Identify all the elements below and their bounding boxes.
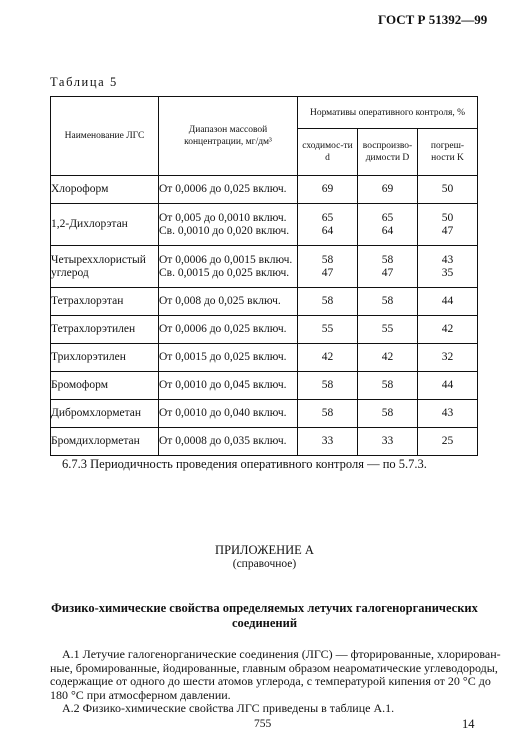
cell-d (298, 344, 358, 372)
cell-range (159, 246, 298, 288)
cell-d (298, 316, 358, 344)
cell-name-line: углерод (51, 266, 89, 279)
cell-d-line: 65 (321, 211, 334, 224)
appendix-body (50, 647, 501, 716)
header-range: Диапазон массовой концентрации, мг/дм³ (159, 97, 298, 176)
header-norms: Нормативы оперативного контроля, % (298, 97, 478, 129)
cell-name-line: Хлороформ (51, 183, 109, 195)
cell-d-line: 58 (321, 295, 334, 307)
body-line: содержащие от одного до шести атомов углерода, с температурой кипения от 20 °С до (50, 674, 491, 689)
cell-K (418, 428, 478, 456)
cell-name-line: Бромдихлорметан (51, 435, 140, 447)
cell-name (51, 428, 159, 456)
document-id: ГОСТ Р 51392—99 (378, 12, 488, 27)
cell-range-line: Св. 0,0015 до 0,025 включ. (159, 266, 290, 279)
header-D: воспроизво-димости D (358, 129, 418, 176)
cell-D-line: 65 (381, 211, 394, 224)
cell-K-line: 35 (441, 266, 454, 279)
cell-name-line: 1,2-Дихлорэтан (51, 218, 128, 230)
cell-D-line: 42 (381, 351, 394, 363)
cell-range-line: От 0,0010 до 0,040 включ. (159, 407, 287, 419)
cell-K (418, 316, 478, 344)
header-name: Наименование ЛГС (51, 97, 159, 176)
cell-D-line: 58 (381, 407, 394, 419)
cell-K-line: 47 (441, 224, 454, 237)
table-row (51, 428, 478, 456)
cell-D (358, 400, 418, 428)
cell-d (298, 176, 358, 204)
cell-d-line: 42 (321, 351, 334, 363)
cell-d-line: 58 (321, 253, 334, 266)
cell-range-line: От 0,0006 до 0,0015 включ. (159, 253, 293, 266)
cell-K-line: 32 (441, 351, 454, 363)
cell-D-line: 58 (381, 253, 394, 266)
cell-K-line: 25 (441, 435, 454, 447)
cell-d (298, 246, 358, 288)
body-line: А.2 Физико-химические свойства ЛГС приведены в таблице А.1. (62, 701, 395, 716)
cell-name (51, 316, 159, 344)
table-row (51, 204, 478, 246)
cell-range (159, 316, 298, 344)
table-row (51, 246, 478, 288)
header-d: сходимос-ти d (298, 129, 358, 176)
cell-range-line: От 0,0006 до 0,025 включ. (159, 183, 287, 195)
cell-K (418, 288, 478, 316)
body-line: А.1 Летучие галогенорганические соединения (ЛГС) — фторированные, хлорирован- (62, 647, 501, 661)
table-row (51, 400, 478, 428)
page-number: 14 (462, 717, 475, 731)
cell-range (159, 288, 298, 316)
cell-K-line: 43 (441, 407, 454, 419)
cell-D-line: 33 (381, 435, 394, 447)
cell-range-line: От 0,0010 до 0,045 включ. (159, 379, 287, 391)
cell-D-line: 47 (381, 266, 394, 279)
cell-d (298, 400, 358, 428)
cell-range-line: От 0,0015 до 0,025 включ. (159, 351, 287, 363)
cell-D-line: 58 (381, 295, 394, 307)
cell-name (51, 204, 159, 246)
cell-range-line: От 0,005 до 0,0010 включ. (159, 211, 287, 224)
body-line: 180 °С при атмосферном давлении. (50, 687, 231, 702)
cell-K (418, 344, 478, 372)
footer-number: 755 (254, 718, 272, 730)
cell-D (358, 288, 418, 316)
cell-range-line: От 0,0006 до 0,025 включ. (159, 323, 287, 335)
data-table (50, 96, 478, 456)
cell-D (358, 344, 418, 372)
cell-K-line: 43 (441, 253, 454, 266)
cell-K (418, 372, 478, 400)
cell-D (358, 428, 418, 456)
cell-range-line: От 0,0008 до 0,035 включ. (159, 435, 287, 447)
table-row (51, 288, 478, 316)
cell-K-line: 44 (441, 379, 454, 391)
section-title-line-2: соединений (231, 616, 298, 630)
cell-K (418, 246, 478, 288)
cell-name (51, 344, 159, 372)
cell-d-line: 58 (321, 407, 334, 419)
cell-name (51, 400, 159, 428)
cell-d (298, 428, 358, 456)
section-title (0, 601, 529, 631)
cell-K-line: 42 (441, 323, 454, 335)
cell-range (159, 176, 298, 204)
cell-range (159, 204, 298, 246)
cell-d-line: 69 (321, 183, 334, 195)
cell-range (159, 372, 298, 400)
cell-D-line: 58 (381, 379, 394, 391)
cell-name-line: Дибромхлорметан (51, 407, 142, 419)
cell-D (358, 176, 418, 204)
table-row (51, 372, 478, 400)
cell-d (298, 372, 358, 400)
cell-name (51, 246, 159, 288)
cell-range (159, 428, 298, 456)
cell-d (298, 204, 358, 246)
cell-name-line: Трихлорэтилен (51, 351, 126, 363)
cell-K-line: 44 (441, 295, 454, 307)
cell-d-line: 55 (321, 323, 334, 335)
cell-name (51, 288, 159, 316)
appendix-subtitle: (справочное) (232, 558, 297, 570)
cell-K (418, 204, 478, 246)
cell-name (51, 176, 159, 204)
cell-name-line: Бромоформ (51, 379, 108, 391)
cell-K (418, 176, 478, 204)
cell-d-line: 64 (321, 224, 334, 237)
cell-name-line: Тетрахлорэтилен (51, 323, 136, 335)
cell-K-line: 50 (441, 183, 454, 195)
table-row (51, 316, 478, 344)
cell-K (418, 400, 478, 428)
cell-range (159, 400, 298, 428)
body-line: ные, бромированные, йодированные, главным образом неароматические углеводороды, (50, 660, 498, 675)
cell-d (298, 288, 358, 316)
cell-name-line: Тетрахлорэтан (51, 295, 124, 307)
cell-D-line: 55 (381, 323, 394, 335)
paragraph-6-7-3: 6.7.3 Периодичность проведения оперативного контроля — по 5.7.3. (62, 457, 427, 471)
cell-name-line: Четыреххлористый (51, 253, 146, 266)
cell-d-line: 47 (321, 266, 334, 279)
cell-K-line: 50 (441, 211, 454, 224)
cell-D-line: 69 (381, 183, 394, 195)
header-K: погреш-ности K (418, 129, 478, 176)
appendix-title: ПРИЛОЖЕНИЕ А (215, 543, 314, 557)
cell-d-line: 33 (321, 435, 334, 447)
cell-range-line: От 0,008 до 0,025 включ. (159, 295, 281, 307)
cell-D (358, 372, 418, 400)
table-row (51, 344, 478, 372)
cell-name (51, 372, 159, 400)
cell-d-line: 58 (321, 379, 334, 391)
table-caption: Таблица 5 (50, 75, 118, 89)
cell-D (358, 316, 418, 344)
section-title-line-1: Физико-химические свойства определяемых летучих галогенорганических (51, 601, 478, 615)
cell-D-line: 64 (381, 224, 394, 237)
table-row (51, 176, 478, 204)
cell-range-line: Св. 0,0010 до 0,020 включ. (159, 224, 290, 237)
cell-D (358, 204, 418, 246)
cell-D (358, 246, 418, 288)
cell-range (159, 344, 298, 372)
